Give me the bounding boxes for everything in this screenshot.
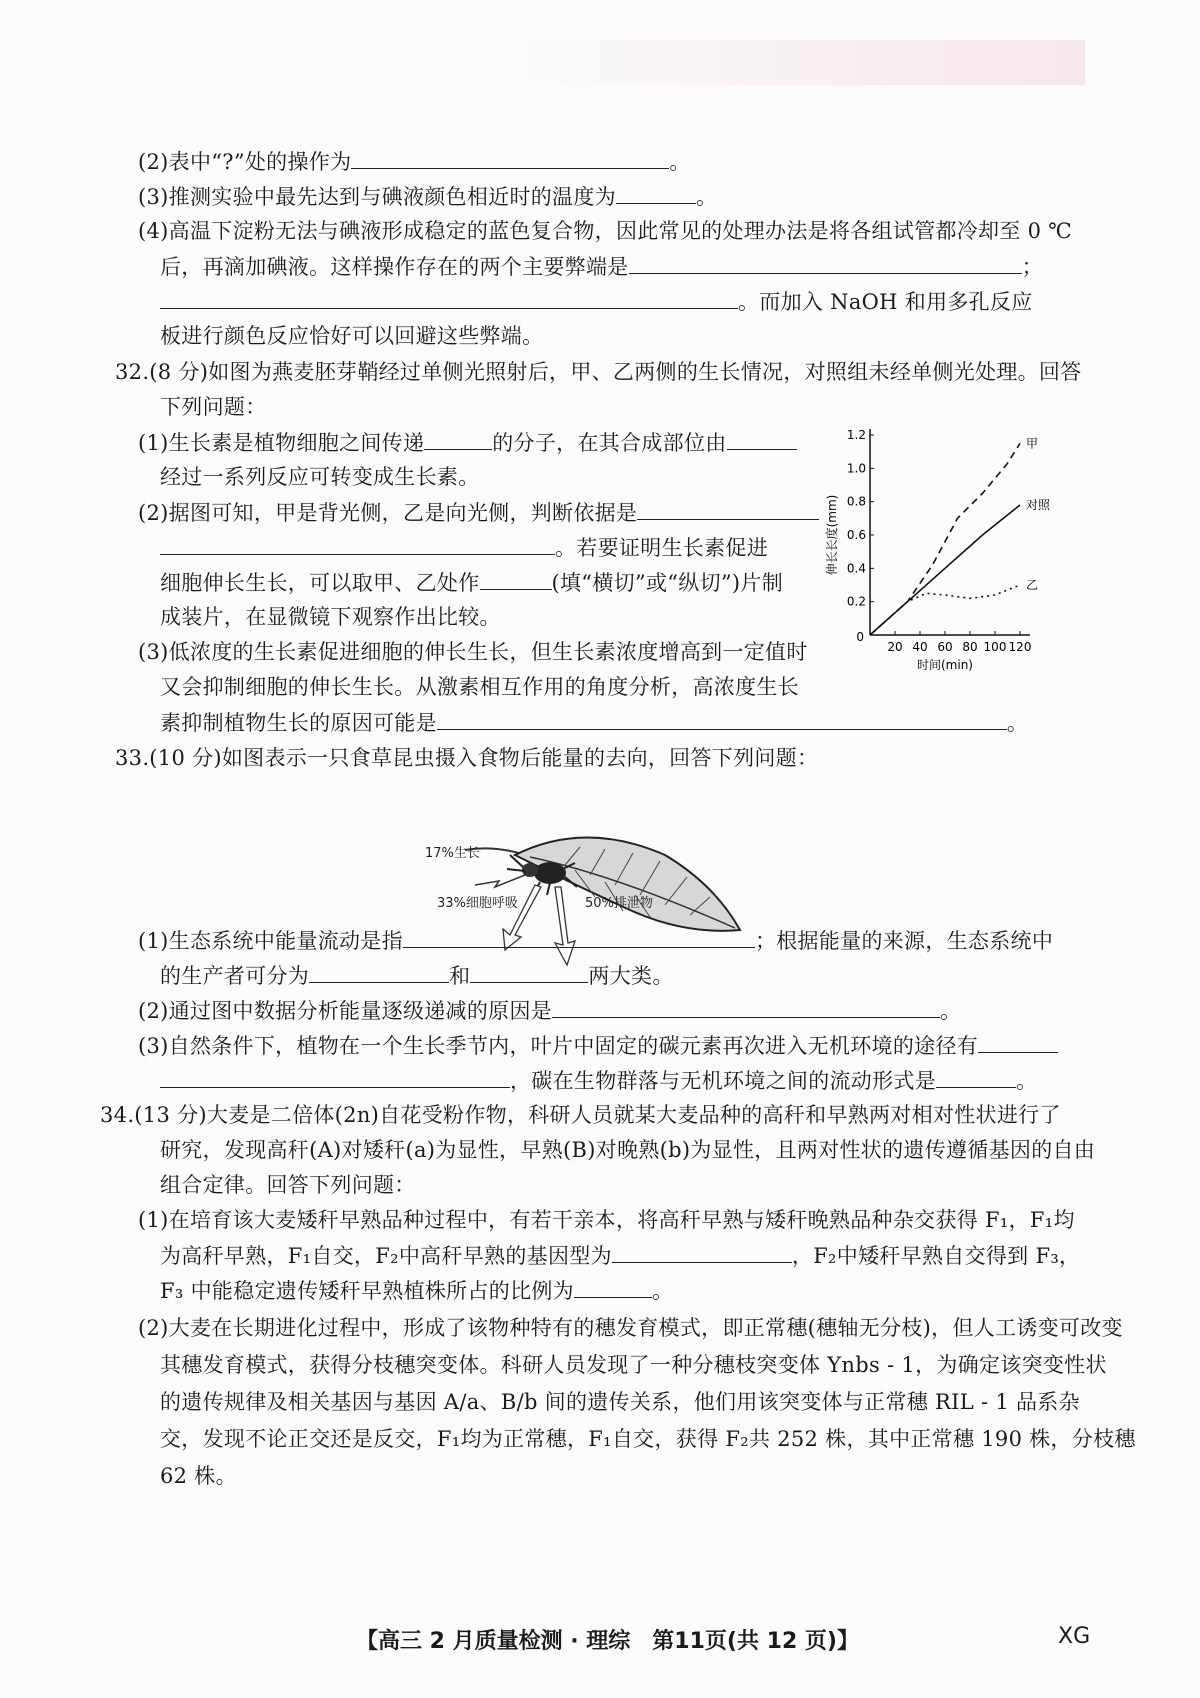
q34-part1-text-b: 为高秆早熟，F₁自交，F₂中高秆早熟的基因型为 xyxy=(160,1244,612,1268)
q31-part2 xyxy=(138,146,691,177)
q32-stem-line2: 下列问题： xyxy=(160,395,267,419)
answer-blank[interactable] xyxy=(936,1065,1016,1088)
q34-part2-line4: 交，发现不论正交还是反交，F₁均为正常穗，F₁自交，获得 F₂共 252 株，其中正常穗 190 株，分枝穗 xyxy=(160,1427,1136,1451)
q34-part2-line5: 62 株。 xyxy=(160,1464,237,1488)
series-line-dotted xyxy=(870,585,1020,635)
q31-part3 xyxy=(138,181,717,212)
q32-part2-text-b: 。若要证明生长素促进 xyxy=(555,536,768,560)
y-tick-label: 0.2 xyxy=(846,594,866,609)
q34-part1-text-d: F₃ 中能稳定遗传矮秆早熟植株所占的比例为 xyxy=(160,1279,574,1303)
punct: 。 xyxy=(669,150,691,174)
q33-part3-text-a: (3)自然条件下，植物在一个生长季节内，叶片中固定的碳元素再次进入无机环境的途径有 xyxy=(138,1034,979,1058)
punct: 。 xyxy=(1016,1069,1038,1093)
x-tick-label: 120 xyxy=(1008,640,1032,654)
answer-blank[interactable] xyxy=(616,181,696,204)
q33-part1-text-d: 和 xyxy=(449,964,471,988)
q32-part2-text-c: 细胞伸长生长，可以取甲、乙处作 xyxy=(160,571,480,595)
x-tick-label: 20 xyxy=(887,640,903,654)
series-label: 对照 xyxy=(1026,498,1051,512)
q34-part2-line3: 的遗传规律及相关基因与基因 A/a、B/b 间的遗传关系，他们用该突变体与正常穗 RIL - 1 品系杂 xyxy=(160,1390,1080,1414)
q33-part3-line2 xyxy=(160,1065,1037,1096)
answer-blank[interactable] xyxy=(637,497,819,520)
origin-label: 0 xyxy=(856,630,864,644)
footer-code: XG xyxy=(1058,1624,1091,1649)
answer-blank[interactable] xyxy=(574,1275,652,1298)
answer-blank[interactable] xyxy=(351,146,669,169)
answer-blank[interactable] xyxy=(629,251,1022,274)
q31-part4-line2-text: 后，再滴加碘液。这样操作存在的两个主要弊端是 xyxy=(160,255,629,279)
q31-part4-line4: 板进行颜色反应恰好可以回避这些弊端。 xyxy=(160,324,544,348)
y-tick-label: 0.8 xyxy=(846,494,866,509)
q33-part1-text-a: (1)生态系统中能量流动是指 xyxy=(138,929,403,953)
q34-stem-line3: 组合定律。回答下列问题： xyxy=(160,1173,416,1197)
q32-part2-line1 xyxy=(138,497,819,528)
growth-line-chart xyxy=(825,428,1115,715)
q32-part3-line2: 又会抑制细胞的伸长生长。从激素相互作用的角度分析，高浓度生长 xyxy=(160,675,799,699)
answer-blank[interactable] xyxy=(160,286,738,309)
page-footer: 【高三 2 月质量检测 · 理综 第11页(共 12 页)】 xyxy=(356,1629,859,1654)
q32-part2-line3 xyxy=(160,567,783,598)
q31-part4-line1: (4)高温下淀粉无法与碘液形成稳定的蓝色复合物，因此常见的处理办法是将各组试管都冷却至 0 ℃ xyxy=(138,219,1073,243)
q34-part2-line1: (2)大麦在长期进化过程中，形成了该物种特有的穗发育模式，即正常穗(穗轴无分枝)，但人工诱变可改变 xyxy=(138,1316,1123,1340)
punct: 。 xyxy=(651,1279,674,1303)
answer-blank[interactable] xyxy=(727,427,797,450)
answer-blank[interactable] xyxy=(612,1240,792,1263)
chart-axes xyxy=(870,429,1030,635)
answer-blank[interactable] xyxy=(470,960,588,983)
q33-part3-text-b: ，碳在生物群落与无机环境之间的流动形式是 xyxy=(510,1069,936,1093)
punct: 。 xyxy=(1006,711,1029,735)
q31-part4-line3 xyxy=(160,286,1033,317)
q32-part1-line2: 经过一系列反应可转变成生长素。 xyxy=(160,465,480,489)
q31-part3-text: (3)推测实验中最先达到与碘液颜色相近时的温度为 xyxy=(138,185,616,209)
q32-part2-line4: 成装片，在显微镜下观察作出比较。 xyxy=(160,605,501,629)
q32-stem-line1: 32.(8 分)如图为燕麦胚芽鞘经过单侧光照射后，甲、乙两侧的生长情况，对照组未经单侧光处理。回答 xyxy=(115,360,1082,384)
q33-stem: 33.(10 分)如图表示一只食草昆虫摄入食物后能量的去向，回答下列问题： xyxy=(115,746,819,770)
chart-series xyxy=(870,443,1020,635)
growth-label: 17%生长 xyxy=(425,846,480,861)
answer-blank[interactable] xyxy=(978,1030,1058,1053)
x-tick-label: 60 xyxy=(937,640,953,654)
series-line-dashed xyxy=(870,443,1020,635)
growth-arrow-icon xyxy=(475,875,525,887)
punct: ； xyxy=(1021,255,1043,279)
x-tick-label: 100 xyxy=(983,640,1007,654)
q34-part1-text-c: ，F₂中矮秆早熟自交得到 F₃， xyxy=(791,1244,1081,1268)
q32-part3-text-c: 素抑制植物生长的原因可能是 xyxy=(160,711,437,735)
answer-blank[interactable] xyxy=(160,1065,510,1088)
q31-part4-line3-text: 。而加入 NaOH 和用多孔反应 xyxy=(738,290,1033,314)
q32-part2-line2 xyxy=(160,532,768,563)
q34-part2-line2: 其穗发育模式，获得分枝穗突变体。科研人员发现了一种分穗枝突变体 Ynbs - 1，为确定该突变性状 xyxy=(160,1353,1107,1377)
respiration-label: 33%细胞呼吸 xyxy=(437,896,518,911)
q32-part1-text-b: 的分子，在其合成部位由 xyxy=(492,431,727,455)
q32-part1-line1 xyxy=(138,427,797,458)
series-label: 甲 xyxy=(1026,436,1039,451)
q33-part2-text: (2)通过图中数据分析能量逐级递减的原因是 xyxy=(138,999,553,1023)
q31-part4-line2 xyxy=(160,251,1043,282)
excretion-label: 50%排泄物 xyxy=(585,896,653,911)
q33-part1-text-e: 两大类。 xyxy=(588,964,674,988)
y-axis-title: 伸长长度(mm) xyxy=(825,494,839,576)
q31-part2-text: (2)表中“?”处的操作为 xyxy=(138,150,352,174)
q32-part1-text-a: (1)生长素是植物细胞之间传递 xyxy=(138,431,425,455)
y-tick-label: 1.2 xyxy=(846,428,866,442)
q32-part2-text-d: (填“横切”或“纵切”)片制 xyxy=(551,571,784,595)
answer-blank[interactable] xyxy=(309,960,449,983)
y-tick-label: 0.6 xyxy=(846,528,866,542)
q33-part1-text-c: 的生产者可分为 xyxy=(160,964,310,988)
x-tick-label: 40 xyxy=(912,640,928,654)
q33-part1-line1 xyxy=(138,925,1053,956)
series-line-solid xyxy=(870,505,1020,635)
q33-part1-line2 xyxy=(160,960,674,991)
q33-part2 xyxy=(138,995,961,1026)
answer-blank[interactable] xyxy=(403,925,755,948)
answer-blank[interactable] xyxy=(480,567,552,590)
q34-part1-line1: (1)在培育该大麦矮秆早熟品种过程中，有若干亲本，将高秆早熟与矮秆晚熟品种杂交获得 F₁，F₁均 xyxy=(138,1208,1075,1232)
x-tick-label: 80 xyxy=(962,640,978,654)
answer-blank[interactable] xyxy=(424,427,492,450)
q32-part3-line1: (3)低浓度的生长素促进细胞的伸长生长，但生长素浓度增高到一定值时 xyxy=(138,640,808,664)
q34-stem-line1: 34.(13 分)大麦是二倍体(2n)自花受粉作物，科研人员就某大麦品种的高秆和早熟两对相对性状进行了 xyxy=(100,1103,1061,1127)
answer-blank[interactable] xyxy=(552,995,940,1018)
q34-part1-line2 xyxy=(160,1240,1080,1271)
q34-stem-line2: 研究，发现高秆(A)对矮秆(a)为显性，早熟(B)对晚熟(b)为显性，且两对性状的遗传遵循基因的自由 xyxy=(160,1138,1096,1162)
y-tick-label: 0.4 xyxy=(846,561,866,576)
punct: 。 xyxy=(695,185,718,209)
answer-blank[interactable] xyxy=(160,532,555,555)
x-axis-title: 时间(min) xyxy=(917,658,973,672)
q34-part1-line3 xyxy=(160,1275,673,1306)
punct: 。 xyxy=(940,999,962,1023)
q33-part1-text-b: ；根据能量的来源，生态系统中 xyxy=(754,929,1054,953)
scan-shading xyxy=(515,40,1085,85)
y-tick-label: 1.0 xyxy=(846,461,866,476)
series-label: 乙 xyxy=(1026,578,1039,592)
q33-part3-line1 xyxy=(138,1030,1058,1061)
q32-part2-text-a: (2)据图可知，甲是背光侧，乙是向光侧，判断依据是 xyxy=(138,501,638,525)
